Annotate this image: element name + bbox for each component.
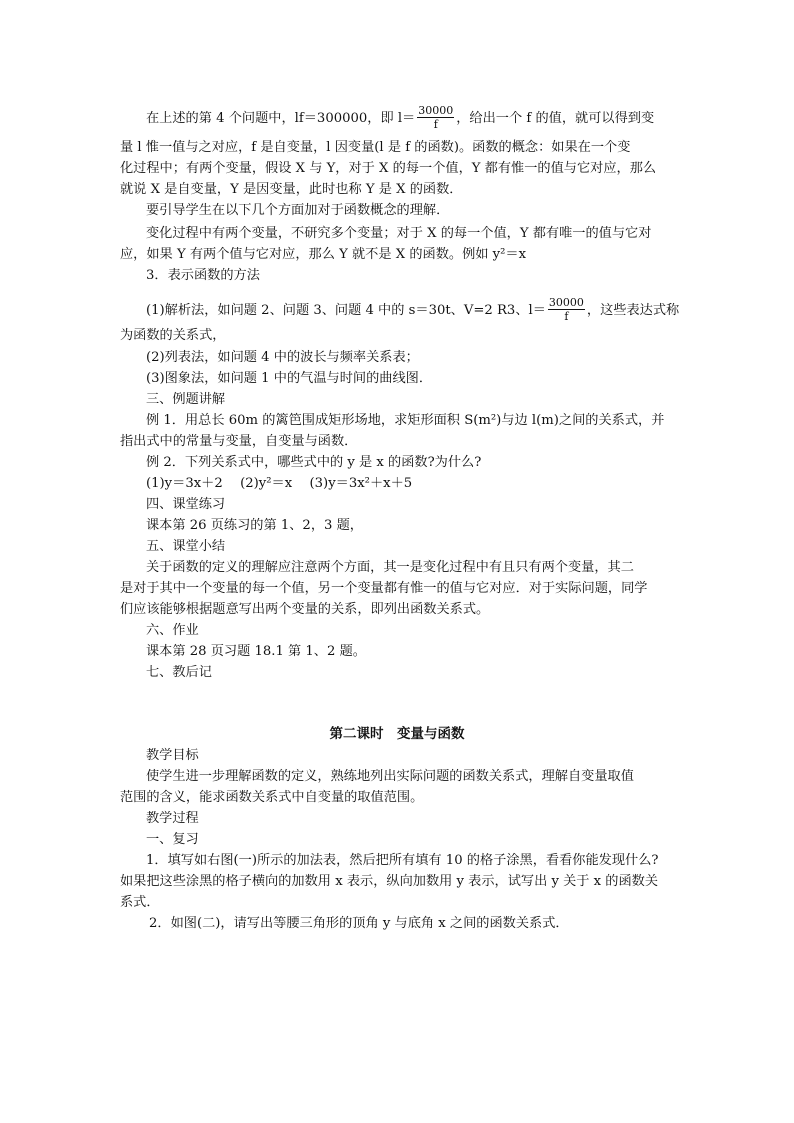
- lesson-title: 第二课时 变量与函数: [329, 726, 465, 742]
- paragraph-line: (2)列表法，如问题 4 中的波长与频率关系表；: [146, 350, 419, 365]
- paragraph-line: 使学生进一步理解函数的定义，熟练地列出实际问题的函数关系式，理解自变量取值: [146, 769, 634, 784]
- paragraph-line: [146, 297, 706, 324]
- fraction: [548, 296, 585, 323]
- paragraph-line: 2．如图(二)，请写出等腰三角形的顶角 y 与底角 x 之间的函数关系式．: [149, 916, 569, 931]
- section-heading: 一、复习: [146, 832, 199, 847]
- paragraph-line: 就说 X 是自变量，Y 是因变量，此时也称 Y 是 X 的函数．: [120, 182, 463, 197]
- paragraph-line: 指出式中的常量与变量，自变量与函数．: [120, 434, 358, 449]
- fraction-denominator: f: [564, 310, 569, 323]
- text-segment: ，给出一个 f 的值，就可以得到变: [456, 111, 655, 126]
- paragraph-line: 量 l 惟一值与之对应，f 是自变量，l 因变量(l 是 f 的函数)。函数的概念：如果在一个变: [120, 140, 631, 155]
- paragraph-line: [146, 105, 706, 132]
- paragraph-line: (3)图象法，如问题 1 中的气温与时间的曲线图．: [146, 371, 433, 386]
- section-heading: 六、作业: [146, 623, 199, 638]
- fraction-numerator: 30000: [548, 296, 584, 309]
- text-segment: 在上述的第 4 个问题中，lf＝300000，即 l＝: [146, 111, 416, 126]
- text-segment: ，这些表达式称: [586, 303, 680, 318]
- paragraph-line: 范围的含义，能求函数关系式中自变量的取值范围。: [120, 790, 424, 805]
- fraction-denominator: f: [433, 118, 438, 131]
- section-heading: 四、课堂练习: [146, 497, 226, 512]
- paragraph-line: 系式．: [120, 895, 160, 910]
- paragraph-line: 们应该能够根据题意写出两个变量的关系，即列出函数关系式。: [120, 602, 490, 617]
- paragraph-line: 例 1．用总长 60m 的篱笆围成矩形场地，求矩形面积 S(m²)与边 l(m)之间的关系式，并: [146, 413, 665, 428]
- section-heading: 七、教后记: [146, 665, 212, 680]
- formula-list: (1)y＝3x＋2 (2)y²＝x (3)y＝3x²＋x＋5: [146, 476, 413, 491]
- section-heading: 3．表示函数的方法: [146, 268, 260, 283]
- text-segment: (1)解析法，如问题 2、问题 3、问题 4 中的 s＝30t、V=2 R3、l＝: [146, 303, 546, 318]
- paragraph-line: 为函数的关系式，: [120, 328, 226, 343]
- paragraph-line: 关于函数的定义的理解应注意两个方面，其一是变化过程中有且只有两个变量，其二: [146, 560, 634, 575]
- section-heading: 三、例题讲解: [146, 392, 226, 407]
- fraction: [417, 104, 454, 131]
- paragraph-line: 化过程中；有两个变量，假设 X 与 Y，对于 X 的每一个值，Y 都有惟一的值与它对应，那么: [120, 161, 657, 176]
- fraction-numerator: 30000: [418, 104, 454, 117]
- paragraph-line: 应，如果 Y 有两个值与它对应，那么 Y 就不是 X 的函数。例如 y²＝x: [120, 247, 527, 262]
- section-heading: 教学目标: [146, 748, 199, 763]
- paragraph-line: 如果把这些涂黑的格子横向的加数用 x 表示，纵向加数用 y 表示，试写出 y 关于 x 的函数关: [120, 874, 659, 889]
- paragraph-line: 例 2．下列关系式中，哪些式中的 y 是 x 的函数?为什么?: [146, 455, 482, 470]
- paragraph-line: 课本第 28 页习题 18.1 第 1、2 题。: [146, 644, 366, 659]
- paragraph-line: 要引导学生在以下几个方面加对于函数概念的理解．: [146, 203, 450, 218]
- paragraph-line: 是对于其中一个变量的每一个值，另一个变量都有惟一的值与它对应．对于实际问题，同学: [120, 581, 648, 596]
- paragraph-line: 1．填写如右图(一)所示的加法表，然后把所有填有 10 的格子涂黑，看看你能发现什么?: [146, 853, 659, 868]
- section-heading: 教学过程: [146, 811, 199, 826]
- paragraph-line: 变化过程中有两个变量，不研究多个变量；对于 X 的每一个值，Y 都有唯一的值与它对: [146, 226, 652, 241]
- section-heading: 五、课堂小结: [146, 539, 226, 554]
- paragraph-line: 课本第 26 页练习的第 1、2，3 题，: [146, 518, 363, 533]
